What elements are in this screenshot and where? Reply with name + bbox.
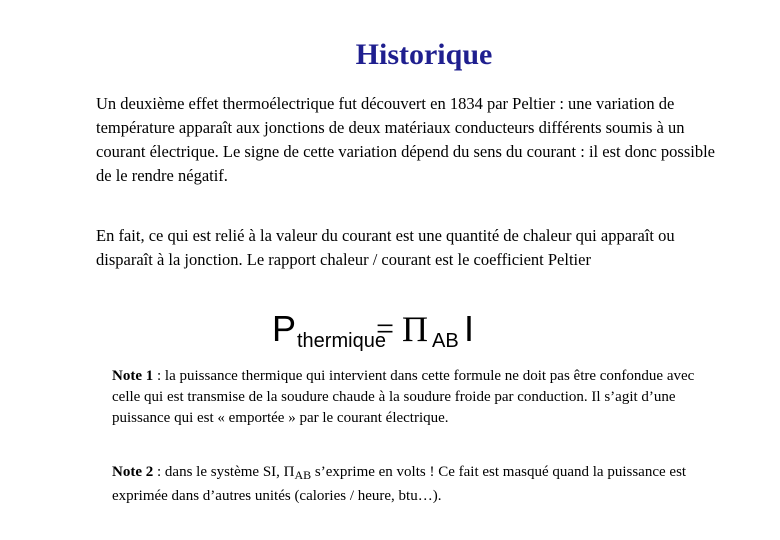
note-2-pi-subscript: AB xyxy=(294,468,312,482)
formula-equals-sign: = xyxy=(376,310,395,346)
paragraph-peltier-coefficient: En fait, ce qui est relié à la valeur du courant est une quantité de chaleur qui apparaît ou disparaît à la jonction. Le rapport chaleur / courant est le coefficient Peltier xyxy=(96,226,675,269)
note-1-text: : la puissance thermique qui intervient dans cette formule ne doit pas être confondue avec celle qui est transmise de la soudure chaude à la soudure froide par conduction. Il s’agit d’une puissance qui est « emportée » par le courant électrique. xyxy=(112,368,695,426)
note-2-label: Note 2 xyxy=(112,464,154,480)
note-2-pi-symbol: Π xyxy=(283,464,295,480)
note-1-label: Note 1 xyxy=(112,368,154,384)
page-title: Historique xyxy=(355,38,493,71)
paragraph-intro: Un deuxième effet thermoélectrique fut découvert en 1834 par Peltier : une variation de température apparaît aux jonctions de deux matériaux conducteurs différents soumis à un courant électrique. Le signe de cette variation dépend du sens du courant : il est donc possible de le rendre négatif. xyxy=(96,94,716,185)
formula-pi-symbol: Π xyxy=(402,309,428,349)
formula-current-symbol: I xyxy=(464,308,475,349)
formula-pi-subscript: AB xyxy=(432,330,459,352)
note-1 xyxy=(112,366,712,429)
formula-power-subscript: thermique xyxy=(297,330,386,352)
note-2-text-after: s’exprime en volts ! Ce fait est masqué quand la puissance est exprimée dans d’autres unités (calories / heure, btu…). xyxy=(112,464,687,504)
formula-power-symbol: P xyxy=(272,308,297,349)
note-2 xyxy=(112,462,712,507)
note-2-text-before: : dans le système SI, xyxy=(153,464,284,480)
